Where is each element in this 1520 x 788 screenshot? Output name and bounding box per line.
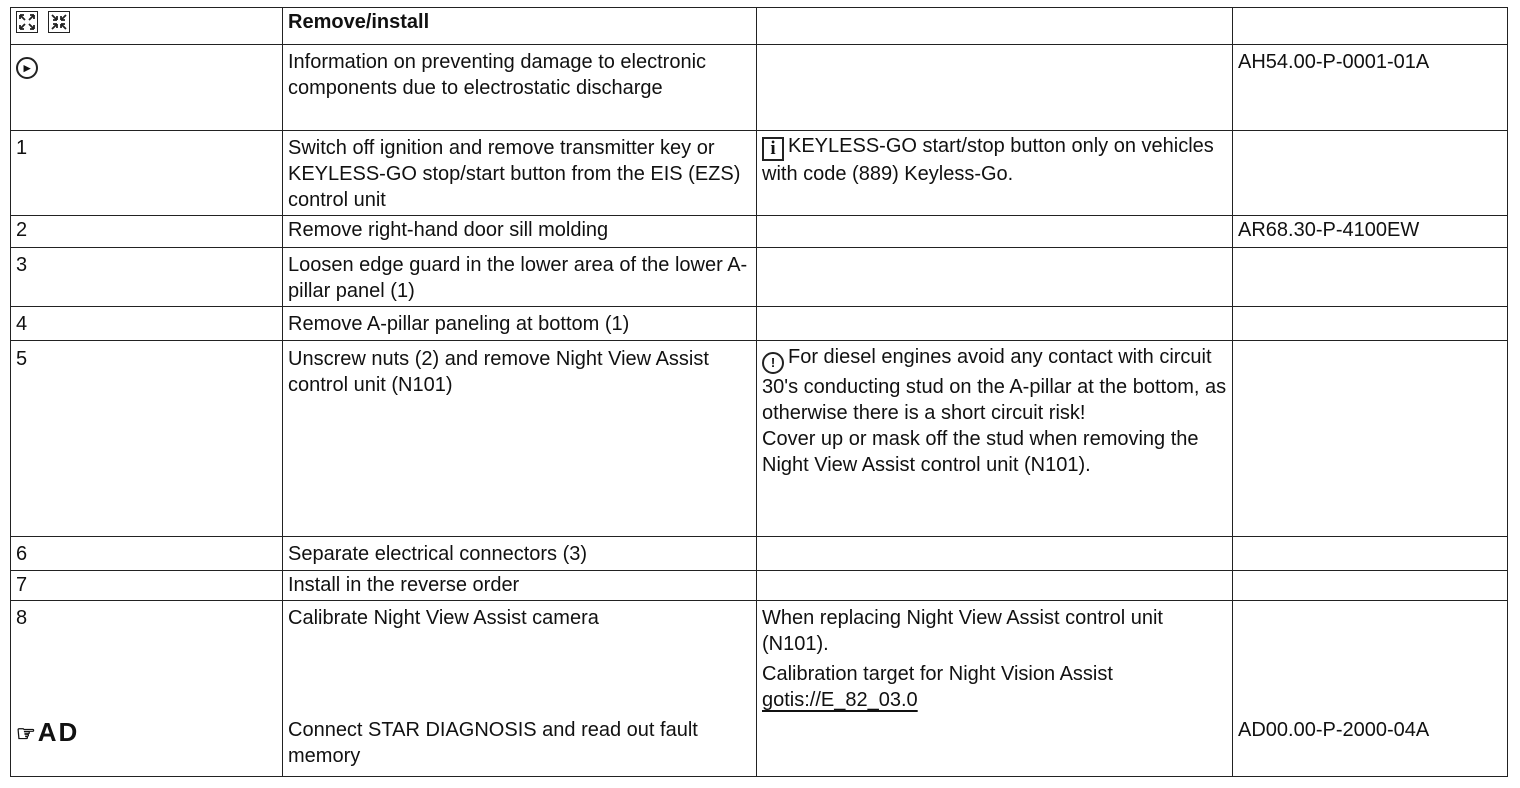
ref-cell bbox=[1233, 571, 1508, 601]
caution-icon: ! bbox=[762, 352, 784, 374]
note-cell bbox=[757, 131, 1233, 216]
ref-link[interactable]: AD00.00-P-2000-04A bbox=[1238, 719, 1430, 741]
table-row bbox=[11, 45, 1508, 131]
ref-cell bbox=[1233, 248, 1508, 307]
action-cell: Remove A-pillar paneling at bottom (1) bbox=[283, 307, 757, 341]
step-number: 8 bbox=[16, 607, 28, 629]
header-empty-note bbox=[757, 8, 1233, 45]
action-text-secondary: Connect STAR DIAGNOSIS and read out fault memory bbox=[288, 719, 698, 767]
esd-warning-icon: ▸ bbox=[16, 57, 38, 79]
calibration-link[interactable]: gotis://E_82_03.0 bbox=[762, 689, 918, 711]
note-cell bbox=[757, 248, 1233, 307]
collapse-icon[interactable] bbox=[48, 11, 70, 33]
note-cell bbox=[757, 571, 1233, 601]
step-cell bbox=[11, 45, 283, 131]
table-row bbox=[11, 131, 1508, 216]
ref-cell bbox=[1233, 537, 1508, 571]
step-number: 7 bbox=[11, 571, 283, 601]
note-text: For diesel engines avoid any contact with circuit 30's conducting stud on the A-pillar at the bottom, as otherwise there is a short circuit risk! bbox=[762, 346, 1227, 424]
star-diagnosis-icon: ☞ bbox=[16, 721, 36, 746]
step-number: 6 bbox=[11, 537, 283, 571]
note-cell bbox=[757, 307, 1233, 341]
note-text-secondary: Calibration target for Night Vision Assist bbox=[762, 663, 1113, 685]
table-row bbox=[11, 307, 1508, 341]
action-cell: Install in the reverse order bbox=[283, 571, 757, 601]
header-empty-ref bbox=[1233, 8, 1508, 45]
note-text-secondary: Cover up or mask off the stud when removing the Night View Assist control unit (N101). bbox=[762, 428, 1199, 476]
ref-cell bbox=[1233, 131, 1508, 216]
note-cell bbox=[757, 601, 1233, 777]
action-cell: Unscrew nuts (2) and remove Night View Assist control unit (N101) bbox=[283, 341, 757, 537]
step-number: 1 bbox=[11, 131, 283, 216]
procedure-table bbox=[10, 7, 1508, 777]
ref-cell bbox=[1233, 307, 1508, 341]
action-cell: Separate electrical connectors (3) bbox=[283, 537, 757, 571]
ref-cell bbox=[1233, 601, 1508, 777]
note-cell bbox=[757, 537, 1233, 571]
note-cell bbox=[757, 341, 1233, 537]
note-text: When replacing Night View Assist control unit (N101). bbox=[762, 607, 1163, 655]
table-row bbox=[11, 601, 1508, 777]
note-cell bbox=[757, 216, 1233, 248]
table-row bbox=[11, 341, 1508, 537]
action-cell: Switch off ignition and remove transmitter key or KEYLESS-GO stop/start button from the EIS (EZS) control unit bbox=[283, 131, 757, 216]
table-row bbox=[11, 216, 1508, 248]
note-text: KEYLESS-GO start/stop button only on vehicles with code (889) Keyless-Go. bbox=[762, 135, 1214, 185]
action-cell bbox=[283, 601, 757, 777]
action-cell: Information on preventing damage to electronic components due to electrostatic discharge bbox=[283, 45, 757, 131]
step-number: 5 bbox=[11, 341, 283, 537]
step-number: 3 bbox=[11, 248, 283, 307]
table-row bbox=[11, 248, 1508, 307]
header-title: Remove/install bbox=[283, 8, 757, 45]
ref-link[interactable]: AH54.00-P-0001-01A bbox=[1233, 45, 1508, 131]
header-icons-cell bbox=[11, 8, 283, 45]
table-row bbox=[11, 537, 1508, 571]
action-cell: Remove right-hand door sill molding bbox=[283, 216, 757, 248]
info-icon: i bbox=[762, 137, 784, 161]
step-number: 4 bbox=[11, 307, 283, 341]
step-cell bbox=[11, 601, 283, 777]
ref-cell bbox=[1233, 341, 1508, 537]
note-cell bbox=[757, 45, 1233, 131]
expand-icon[interactable] bbox=[16, 11, 38, 33]
action-cell: Loosen edge guard in the lower area of the lower A-pillar panel (1) bbox=[283, 248, 757, 307]
table-header-row bbox=[11, 8, 1508, 45]
ref-link[interactable]: AR68.30-P-4100EW bbox=[1233, 216, 1508, 248]
star-diagnosis-marker bbox=[16, 717, 277, 749]
table-row bbox=[11, 571, 1508, 601]
step-number: 2 bbox=[11, 216, 283, 248]
action-text: Calibrate Night View Assist camera bbox=[288, 607, 599, 629]
star-diagnosis-label: AD bbox=[37, 717, 80, 747]
